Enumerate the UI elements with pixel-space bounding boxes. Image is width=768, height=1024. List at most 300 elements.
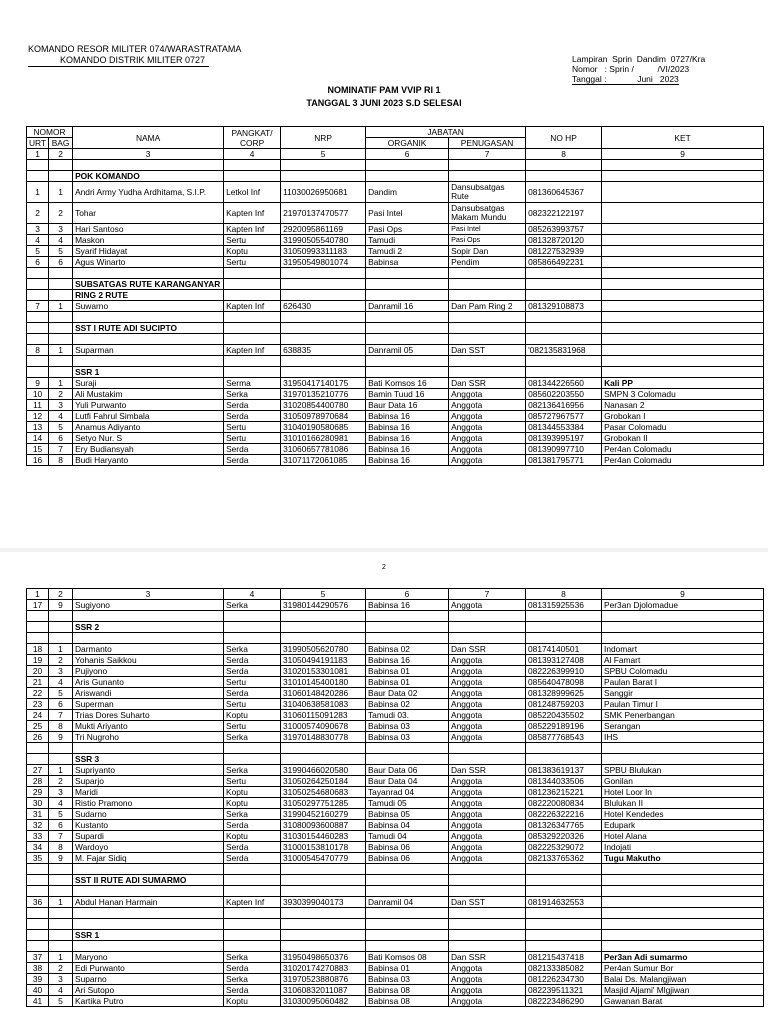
cell-ket: Indomart: [602, 644, 764, 655]
cell-bag: 2: [49, 655, 73, 666]
empty-cell: [366, 875, 449, 886]
cell-organik: Tamudi 05: [366, 798, 449, 809]
cell-nrp: 31050993311183: [281, 246, 366, 257]
cell-bag: 6: [49, 257, 73, 268]
cell-organik: Tamudi 2: [366, 246, 449, 257]
empty-cell: [602, 611, 764, 622]
cell-nohp: 081248759203: [526, 699, 602, 710]
cell-bag: 8: [49, 721, 73, 732]
cell-bag: 5: [49, 246, 73, 257]
cell-penugasan: Anggota: [449, 389, 526, 400]
cell-nama: Anamus Adiyanto: [73, 422, 224, 433]
table-row: [27, 787, 764, 798]
cell-nama: Suparno: [73, 974, 224, 985]
blank-row: [27, 334, 764, 345]
cell-nohp: 081390997710: [526, 444, 602, 455]
blank-row: [27, 886, 764, 897]
cell-ket: Per4an Colomadu: [602, 455, 764, 466]
cell-bag: 5: [49, 688, 73, 699]
cell-nrp: 31950549801074: [281, 257, 366, 268]
empty-cell: [366, 633, 449, 644]
cell-penugasan: Dansubsatgas Rute: [449, 182, 526, 203]
empty-cell: [27, 930, 49, 941]
empty-cell: [281, 611, 366, 622]
cell-ket: Kali PP: [602, 378, 764, 389]
cell-nohp: 082226399910: [526, 666, 602, 677]
cell-organik: Danramil 16: [366, 301, 449, 312]
cell-organik: Bati Komsos 16: [366, 378, 449, 389]
empty-cell: [281, 633, 366, 644]
cell-pangkat: Sertu: [224, 422, 281, 433]
empty-cell: [602, 356, 764, 367]
cell-penugasan: Anggota: [449, 820, 526, 831]
cell-pangkat: Serka: [224, 600, 281, 611]
cell-urt: 8: [27, 345, 49, 356]
empty-cell: [449, 290, 526, 301]
cell-organik: Babinsa 03: [366, 721, 449, 732]
empty-cell: [27, 279, 49, 290]
cell-nrp: 31990505540780: [281, 235, 366, 246]
empty-cell: [49, 622, 73, 633]
cell-nama: Sugiyono: [73, 600, 224, 611]
empty-cell: [27, 622, 49, 633]
empty-cell: [281, 334, 366, 345]
cell-nama: Agus Winarto: [73, 257, 224, 268]
cell-penugasan: Anggota: [449, 677, 526, 688]
column-number: 9: [602, 589, 764, 600]
cell-bag: 1: [49, 644, 73, 655]
cell-pangkat: Sertu: [224, 721, 281, 732]
cell-bag: 2: [49, 203, 73, 224]
empty-cell: [526, 919, 602, 930]
cell-penugasan: Anggota: [449, 600, 526, 611]
cell-ket: Per4an Colomadu: [602, 444, 764, 455]
table-row: [27, 952, 764, 963]
empty-cell: [224, 633, 281, 644]
empty-cell: [526, 886, 602, 897]
blank-row: [27, 611, 764, 622]
cell-nohp: 081383619137: [526, 765, 602, 776]
column-number-row: [27, 589, 764, 600]
section-row: [27, 290, 764, 301]
empty-cell: [526, 367, 602, 378]
cell-bag: 8: [49, 842, 73, 853]
cell-urt: 39: [27, 974, 49, 985]
cell-penugasan: Anggota: [449, 400, 526, 411]
cell-urt: 18: [27, 644, 49, 655]
cell-nama: Mukti Ariyanto: [73, 721, 224, 732]
col-jabatan: JABATAN: [366, 127, 526, 138]
cell-pangkat: Kapten Inf: [224, 203, 281, 224]
table-row: [27, 721, 764, 732]
empty-cell: [281, 919, 366, 930]
cell-urt: 22: [27, 688, 49, 699]
cell-ket: Blulukan II: [602, 798, 764, 809]
section-row: [27, 875, 764, 886]
cell-nrp: 31000545470779: [281, 853, 366, 864]
empty-cell: [224, 886, 281, 897]
section-title: SSR 2: [73, 622, 224, 633]
personnel-table-page-2: [26, 588, 764, 1007]
table-row: [27, 666, 764, 677]
cell-nohp: 082133765362: [526, 853, 602, 864]
section-title: SSR 1: [73, 367, 224, 378]
cell-pangkat: Kapten Inf: [224, 345, 281, 356]
empty-cell: [49, 171, 73, 182]
cell-urt: 2: [27, 203, 49, 224]
empty-cell: [73, 633, 224, 644]
cell-organik: Babinsa 16: [366, 422, 449, 433]
cell-bag: 6: [49, 433, 73, 444]
cell-pangkat: Serda: [224, 820, 281, 831]
cell-nohp: 082239511321: [526, 985, 602, 996]
cell-nohp: 085263993757: [526, 224, 602, 235]
empty-cell: [281, 312, 366, 323]
cell-urt: 3: [27, 224, 49, 235]
table-row: [27, 853, 764, 864]
cell-organik: Babinsa 01: [366, 666, 449, 677]
cell-urt: 24: [27, 710, 49, 721]
empty-cell: [27, 743, 49, 754]
section-title: RING 2 RUTE: [73, 290, 224, 301]
table-row: [27, 963, 764, 974]
col-ket: KET: [602, 127, 764, 149]
empty-cell: [73, 356, 224, 367]
cell-organik: Babinsa 16: [366, 455, 449, 466]
empty-cell: [73, 611, 224, 622]
cell-bag: 9: [49, 600, 73, 611]
cell-nohp: 082225329072: [526, 842, 602, 853]
cell-nohp: 081328720120: [526, 235, 602, 246]
cell-nama: Wardoyo: [73, 842, 224, 853]
table-row: [27, 655, 764, 666]
cell-penugasan: Anggota: [449, 809, 526, 820]
cell-organik: Tayanrad 04: [366, 787, 449, 798]
cell-ket: SPBU Blulukan: [602, 765, 764, 776]
cell-pangkat: Serda: [224, 853, 281, 864]
cell-nohp: 082220080834: [526, 798, 602, 809]
table-row: [27, 842, 764, 853]
empty-cell: [449, 323, 526, 334]
cell-bag: 3: [49, 974, 73, 985]
cell-nama: Yuli Purwanto: [73, 400, 224, 411]
cell-nohp: 081344033506: [526, 776, 602, 787]
cell-nrp: 31030095060482: [281, 996, 366, 1007]
empty-cell: [602, 279, 764, 290]
empty-cell: [224, 367, 281, 378]
cell-nama: Ari Sutopo: [73, 985, 224, 996]
cell-bag: 4: [49, 677, 73, 688]
cell-pangkat: Koptu: [224, 996, 281, 1007]
cell-ket: [602, 182, 764, 203]
empty-cell: [27, 334, 49, 345]
cell-nrp: 3930399040173: [281, 897, 366, 908]
cell-urt: 35: [27, 853, 49, 864]
letterhead-kodim: KOMANDO DISTRIK MILITER 0727: [28, 55, 209, 67]
empty-cell: [449, 864, 526, 875]
blank-row: [27, 160, 764, 171]
cell-nrp: 31050254680683: [281, 787, 366, 798]
col-nomor: NOMOR: [27, 127, 73, 138]
empty-cell: [27, 941, 49, 952]
cell-pangkat: Serda: [224, 666, 281, 677]
cell-nrp: 31970148830778: [281, 732, 366, 743]
cell-ket: [602, 897, 764, 908]
cell-nama: Supardi: [73, 831, 224, 842]
cell-urt: 13: [27, 422, 49, 433]
cell-urt: 37: [27, 952, 49, 963]
cell-ket: Masjid Aljami' Mlgjiwan: [602, 985, 764, 996]
cell-urt: 11: [27, 400, 49, 411]
cell-nrp: 31050264250184: [281, 776, 366, 787]
cell-urt: 12: [27, 411, 49, 422]
cell-organik: Babinsa 08: [366, 985, 449, 996]
empty-cell: [281, 886, 366, 897]
cell-nrp: 31010145400180: [281, 677, 366, 688]
col-nrp: NRP: [281, 127, 366, 149]
cell-pangkat: Serka: [224, 389, 281, 400]
table-row: [27, 710, 764, 721]
empty-cell: [449, 622, 526, 633]
column-number: 3: [73, 589, 224, 600]
col-nohp: NO HP: [526, 127, 602, 149]
cell-ket: Hotel Kendedes: [602, 809, 764, 820]
cell-penugasan: Anggota: [449, 985, 526, 996]
cell-nohp: 082226322216: [526, 809, 602, 820]
empty-cell: [366, 930, 449, 941]
cell-nohp: 081236215221: [526, 787, 602, 798]
table-row: [27, 235, 764, 246]
cell-urt: 38: [27, 963, 49, 974]
empty-cell: [49, 743, 73, 754]
cell-nrp: 31980144290576: [281, 600, 366, 611]
cell-nama: Lutfi Fahrul Simbala: [73, 411, 224, 422]
empty-cell: [602, 334, 764, 345]
cell-organik: Baur Data 16: [366, 400, 449, 411]
attachment-nomor: Nomor : Sprin / /VI/2023: [572, 64, 690, 74]
blank-row: [27, 908, 764, 919]
cell-penugasan: Dan Pam Ring 2: [449, 301, 526, 312]
cell-nohp: 081326347765: [526, 820, 602, 831]
empty-cell: [526, 875, 602, 886]
cell-nohp: 085640478098: [526, 677, 602, 688]
table-row: [27, 820, 764, 831]
empty-cell: [281, 622, 366, 633]
empty-cell: [73, 160, 224, 171]
empty-cell: [366, 743, 449, 754]
cell-ket: Serangan: [602, 721, 764, 732]
cell-urt: 27: [27, 765, 49, 776]
empty-cell: [27, 323, 49, 334]
section-row: [27, 323, 764, 334]
empty-cell: [49, 367, 73, 378]
empty-cell: [526, 622, 602, 633]
table-row: [27, 378, 764, 389]
table-row: [27, 345, 764, 356]
empty-cell: [224, 754, 281, 765]
cell-ket: Paulan Timur I: [602, 699, 764, 710]
empty-cell: [73, 864, 224, 875]
empty-cell: [49, 919, 73, 930]
empty-cell: [366, 754, 449, 765]
cell-nrp: 638835: [281, 345, 366, 356]
empty-cell: [49, 864, 73, 875]
cell-urt: 9: [27, 378, 49, 389]
empty-cell: [27, 611, 49, 622]
cell-organik: Babinsa 16: [366, 411, 449, 422]
cell-nrp: 31990452160279: [281, 809, 366, 820]
empty-cell: [526, 160, 602, 171]
column-number: 4: [224, 589, 281, 600]
empty-cell: [526, 279, 602, 290]
empty-cell: [526, 633, 602, 644]
cell-bag: 1: [49, 301, 73, 312]
cell-nohp: 082322122197: [526, 203, 602, 224]
empty-cell: [49, 875, 73, 886]
blank-row: [27, 864, 764, 875]
empty-cell: [281, 367, 366, 378]
cell-nrp: 31970135210776: [281, 389, 366, 400]
cell-penugasan: Anggota: [449, 974, 526, 985]
cell-penugasan: Anggota: [449, 798, 526, 809]
cell-organik: Baur Data 04: [366, 776, 449, 787]
empty-cell: [49, 279, 73, 290]
empty-cell: [526, 290, 602, 301]
empty-cell: [281, 875, 366, 886]
cell-organik: Babinsa: [366, 257, 449, 268]
cell-penugasan: Anggota: [449, 996, 526, 1007]
empty-cell: [224, 622, 281, 633]
empty-cell: [49, 312, 73, 323]
table-row: [27, 776, 764, 787]
cell-ket: Gonilan: [602, 776, 764, 787]
cell-bag: 1: [49, 897, 73, 908]
table-row: [27, 411, 764, 422]
empty-cell: [49, 323, 73, 334]
cell-ket: [602, 224, 764, 235]
cell-ket: Tugu Makutho: [602, 853, 764, 864]
cell-urt: 6: [27, 257, 49, 268]
cell-nama: Andri Army Yudha Ardhitama, S.I.P.: [73, 182, 224, 203]
cell-pangkat: Serda: [224, 655, 281, 666]
cell-urt: 28: [27, 776, 49, 787]
cell-penugasan: Anggota: [449, 787, 526, 798]
attachment-lampiran: Lampiran Sprin Dandim 0727/Kra: [572, 54, 706, 64]
cell-organik: Danramil 05: [366, 345, 449, 356]
empty-cell: [449, 908, 526, 919]
empty-cell: [224, 908, 281, 919]
section-title: SSR 1: [73, 930, 224, 941]
cell-ket: SPBU Colomadu: [602, 666, 764, 677]
cell-bag: 6: [49, 820, 73, 831]
empty-cell: [224, 611, 281, 622]
empty-cell: [526, 754, 602, 765]
cell-ket: [602, 246, 764, 257]
empty-cell: [366, 160, 449, 171]
cell-penugasan: Pasi Ops: [449, 235, 526, 246]
cell-nrp: 31060115091283: [281, 710, 366, 721]
empty-cell: [224, 919, 281, 930]
cell-penugasan: Anggota: [449, 963, 526, 974]
empty-cell: [224, 323, 281, 334]
cell-organik: Babinsa 01: [366, 963, 449, 974]
cell-organik: Babinsa 03: [366, 974, 449, 985]
cell-organik: Babinsa 03: [366, 732, 449, 743]
cell-organik: Babinsa 02: [366, 699, 449, 710]
empty-cell: [27, 919, 49, 930]
cell-ket: Edupark: [602, 820, 764, 831]
empty-cell: [281, 279, 366, 290]
cell-organik: Babinsa 01: [366, 677, 449, 688]
cell-nrp: 626430: [281, 301, 366, 312]
empty-cell: [224, 312, 281, 323]
empty-cell: [281, 864, 366, 875]
empty-cell: [366, 323, 449, 334]
empty-cell: [73, 919, 224, 930]
cell-urt: 21: [27, 677, 49, 688]
column-number: 7: [449, 149, 526, 160]
empty-cell: [526, 611, 602, 622]
cell-bag: 3: [49, 666, 73, 677]
empty-cell: [366, 611, 449, 622]
blank-row: [27, 268, 764, 279]
cell-pangkat: Sertu: [224, 235, 281, 246]
empty-cell: [224, 864, 281, 875]
cell-nohp: 081360645367: [526, 182, 602, 203]
cell-bag: 9: [49, 732, 73, 743]
empty-cell: [27, 864, 49, 875]
empty-cell: [49, 268, 73, 279]
cell-nrp: 31020854400780: [281, 400, 366, 411]
cell-pangkat: Serda: [224, 455, 281, 466]
blank-row: [27, 633, 764, 644]
cell-bag: 7: [49, 710, 73, 721]
cell-urt: 32: [27, 820, 49, 831]
cell-pangkat: Serka: [224, 952, 281, 963]
cell-ket: SMPN 3 Colomadu: [602, 389, 764, 400]
cell-urt: 29: [27, 787, 49, 798]
empty-cell: [526, 312, 602, 323]
empty-cell: [602, 919, 764, 930]
cell-pangkat: Kapten Inf: [224, 224, 281, 235]
cell-nama: Kustanto: [73, 820, 224, 831]
cell-bag: 1: [49, 378, 73, 389]
cell-bag: 5: [49, 809, 73, 820]
section-title: SST I RUTE ADI SUCIPTO: [73, 323, 224, 334]
cell-ket: Hotel Alana: [602, 831, 764, 842]
column-number: 8: [526, 149, 602, 160]
empty-cell: [281, 908, 366, 919]
document-subtitle: TANGGAL 3 JUNI 2023 S.D SELESAI: [306, 98, 462, 108]
personnel-table-page-1: [26, 126, 764, 466]
cell-nama: Sudarno: [73, 809, 224, 820]
empty-cell: [602, 754, 764, 765]
empty-cell: [366, 268, 449, 279]
cell-nohp: 085220435502: [526, 710, 602, 721]
cell-bag: 1: [49, 765, 73, 776]
cell-urt: 30: [27, 798, 49, 809]
empty-cell: [449, 633, 526, 644]
cell-pangkat: Sertu: [224, 257, 281, 268]
empty-cell: [224, 930, 281, 941]
cell-urt: 41: [27, 996, 49, 1007]
cell-nrp: 31950417140175: [281, 378, 366, 389]
section-title: SUBSATGAS RUTE KARANGANYAR: [73, 279, 224, 290]
cell-nama: Maridi: [73, 787, 224, 798]
column-number: 8: [526, 589, 602, 600]
cell-nrp: 31050494191183: [281, 655, 366, 666]
empty-cell: [224, 743, 281, 754]
